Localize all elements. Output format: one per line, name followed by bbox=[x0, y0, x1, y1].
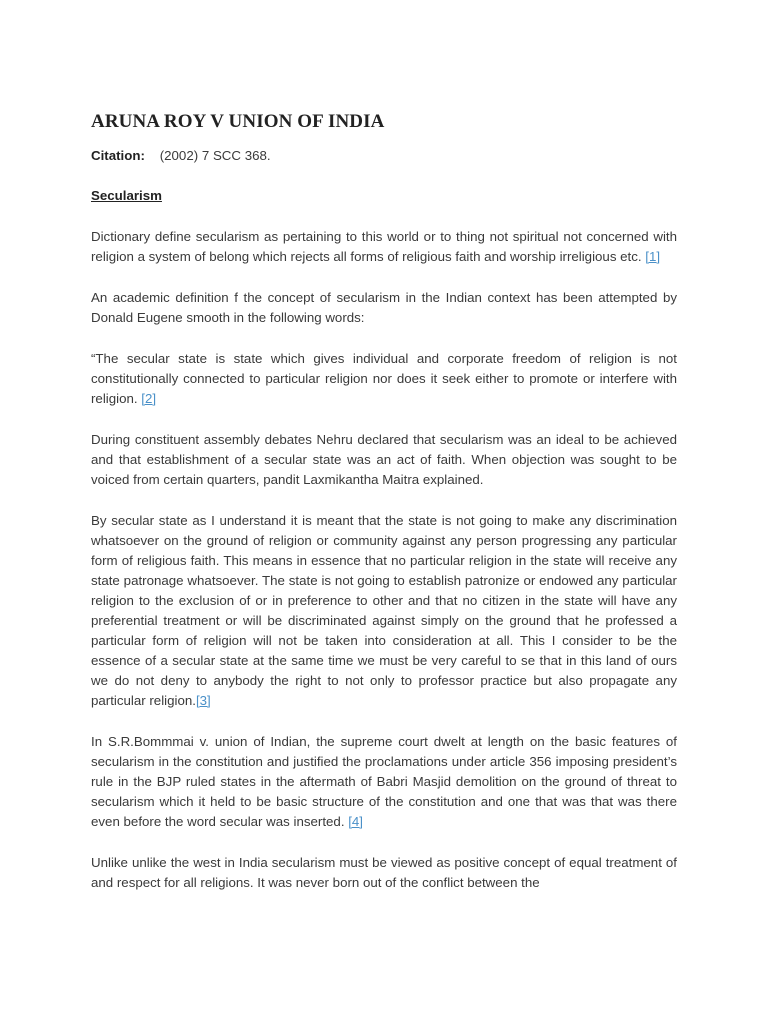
paragraph-5 bbox=[91, 511, 677, 711]
paragraph-text: During constituent assembly debates Nehru declared that secularism was an ideal to be achieved and that establishment of a secular state was an act of faith. When objection was sought to be voiced from certain quarters, pandit Laxmikantha Maitra explained. bbox=[91, 432, 677, 487]
paragraph-2 bbox=[91, 288, 677, 328]
footnote-link-2[interactable]: [2] bbox=[141, 391, 157, 406]
paragraph-text: Dictionary define secularism as pertaining to this world or to thing not spiritual not concerned with religion a system of belong which rejects all forms of religious faith and worship irreligious etc. bbox=[91, 229, 677, 264]
footnote-link-3[interactable]: [3] bbox=[195, 693, 211, 708]
citation-spacer bbox=[149, 148, 156, 163]
paragraph-text: An academic definition f the concept of secularism in the Indian context has been attempted by Donald Eugene smooth in the following words: bbox=[91, 290, 677, 325]
paragraph-text: In S.R.Bommmai v. union of Indian, the supreme court dwelt at length on the basic features of secularism in the constitution and justified the proclamations under article 356 imposing president’s rule in the BJP ruled states in the aftermath of Babri Masjid demolition on the ground of threat to secularism which it held to be basic structure of the constitution and one that was that was there even before the word secular was inserted. bbox=[91, 734, 677, 829]
document-title: ARUNA ROY V UNION OF INDIA bbox=[91, 111, 385, 132]
paragraph-1 bbox=[91, 227, 677, 267]
footnote-link-4[interactable]: [4] bbox=[348, 814, 364, 829]
document-page bbox=[91, 108, 677, 914]
section-heading: Secularism bbox=[91, 188, 162, 203]
footnote-link-1[interactable]: [1] bbox=[645, 249, 661, 264]
paragraph-6 bbox=[91, 732, 677, 832]
citation-line bbox=[91, 146, 677, 166]
paragraph-7 bbox=[91, 853, 677, 893]
paragraph-text: Unlike unlike the west in India secularism must be viewed as positive concept of equal treatment of and respect for all religions. It was never born out of the conflict between the bbox=[91, 855, 677, 890]
paragraph-3 bbox=[91, 349, 677, 409]
paragraph-text: By secular state as I understand it is meant that the state is not going to make any discrimination whatsoever on the ground of religion or community against any person progressing any particular form of religious faith. This means in essence that no particular religion in the state will receive any state patronage whatsoever. The state is not going to establish patronize or endowed any particular religion to the exclusion of or in preference to other and that no citizen in the state will have any preferential treatment or will be discriminated against simply on the ground that he professed a particular form of religion will not be taken into consideration at all. This I consider to be the essence of a secular state at the same time we must be very careful to se that in this land of ours we do not deny to anybody the right to not only to professor practice but also propagate any particular religion. bbox=[91, 513, 677, 708]
paragraph-text: “The secular state is state which gives individual and corporate freedom of religion is not constitutionally connected to particular religion nor does it seek either to promote or interfere with religion. bbox=[91, 351, 677, 406]
citation-value: (2002) 7 SCC 368. bbox=[159, 148, 271, 163]
paragraph-4 bbox=[91, 430, 677, 490]
citation-label: Citation: bbox=[91, 148, 145, 163]
